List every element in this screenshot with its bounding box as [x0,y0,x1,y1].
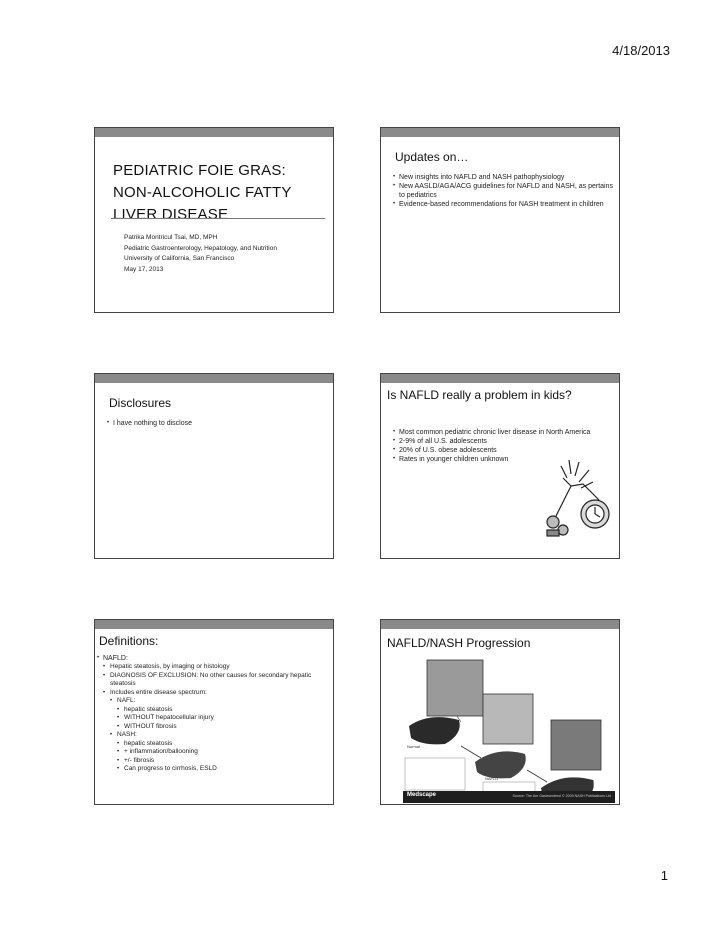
slide-heading: Definitions: [99,634,159,648]
liver-nafld-image [475,751,526,778]
bullet-item: • Most common pediatric chronic liver disease in North America [393,428,618,437]
definition-list [97,654,329,774]
slide-progression [380,619,620,805]
label-normal: Normal [407,744,420,749]
slide-heading: Is NAFLD really a problem in kids? [387,388,572,402]
title-divider [111,218,325,219]
normal-legend-box [405,758,465,790]
slide-top-bar [381,128,619,137]
slide-top-bar [381,374,619,383]
definition-item: • hepatic steatosis [97,706,329,715]
author-line: Pediatric Gastroenterology, Hepatology, and Nutrition [124,244,277,252]
slide-problem [380,373,620,559]
bullet-item: • 2-9% of all U.S. adolescents [393,437,618,446]
bullet-item: • Evidence-based recommendations for NASH treatment in children [393,200,615,209]
progression-figure [401,654,611,802]
definition-item: • + inflammation/ballooning [97,748,329,757]
presentation-title [113,160,323,226]
bullet-item: • New AASLD/AGA/ACG guidelines for NAFLD and NASH, as pertains to pediatrics [393,182,615,200]
author-line: University of California, San Francisco [124,255,235,262]
slide-title [94,127,334,313]
slide-heading: Updates on… [395,150,469,164]
definition-item: • Includes entire disease spectrum: [97,689,329,698]
bullet-item: • New insights into NAFLD and NASH pathophysiology [393,173,615,182]
slide-top-bar [95,620,333,629]
histology-normal-image [427,660,483,716]
bullet-item: • I have nothing to disclose [107,419,329,428]
medscape-logo: Medscape [407,792,437,798]
definition-item: • NAFL: [97,697,329,706]
slide-heading: Disclosures [109,396,172,410]
slide-updates [380,127,620,313]
author-line: May 17, 2013 [124,265,164,273]
histology-nash-image [551,720,601,770]
definition-item: • DIAGNOSIS OF EXCLUSION: No other causes for secondary hepatic steatosis [97,672,329,689]
definition-item: • NAFLD: [97,654,329,663]
source-citation: Source: The Am Gastroenterol © 2009 NASH Publications Ltd [512,794,611,798]
scissors-clock-icon [543,456,611,538]
definition-item: • WITHOUT hepatocellular injury [97,714,329,723]
slide-definitions [94,619,334,805]
bullet-item: • Rates in younger children unknown [393,455,618,464]
bullet-list [107,419,329,428]
slide-top-bar [95,374,333,383]
slide-disclosures [94,373,334,559]
definition-item: • NASH: [97,731,329,740]
label-nash: NASH/fibrosis [569,778,594,783]
page-number: 1 [660,868,668,883]
definition-item: • WITHOUT fibrosis [97,723,329,732]
slide-top-bar [95,128,333,137]
bullet-list [393,173,615,209]
source-bar [403,791,615,803]
title-line: LIVER DISEASE [113,206,229,223]
label-nafld: NAFLD [485,776,499,781]
definition-item: • hepatic steatosis [97,740,329,749]
definition-item: • Can progress to cirrhosis, ESLD [97,765,329,774]
slide-top-bar [381,620,619,629]
slide-heading: NAFLD/NASH Progression [387,636,531,650]
header-date: 4/18/2013 [612,43,670,58]
author-block [124,233,277,275]
definition-item: • +/- fibrosis [97,757,329,766]
bullet-item: • 20% of U.S. obese adolescents [393,446,618,455]
author-line: Patrika Montricul Tsai, MD, MPH [124,234,218,241]
liver-normal-image [409,717,460,744]
definition-item: • Hepatic steatosis, by imaging or histology [97,663,329,672]
title-line: NON-ALCOHOLIC FATTY [113,184,292,201]
title-line: PEDIATRIC FOIE GRAS: [113,162,286,179]
histology-nafld-image [483,694,533,744]
